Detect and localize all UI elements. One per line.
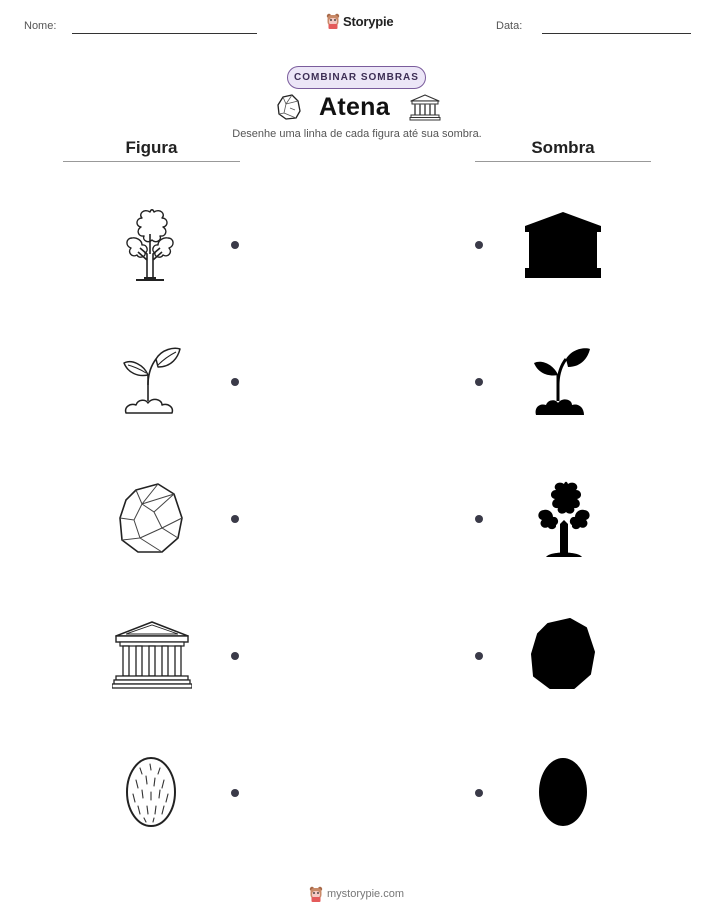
temple-icon	[112, 620, 192, 690]
right-dot-2[interactable]	[475, 378, 483, 386]
rock-shadow-icon	[530, 618, 596, 690]
left-heading-underline	[63, 161, 240, 162]
rock-title-icon	[276, 93, 302, 121]
temple-title-icon	[409, 93, 441, 121]
left-dot-2[interactable]	[231, 378, 239, 386]
brand-logo	[326, 13, 393, 29]
right-heading-underline	[475, 161, 651, 162]
tree-icon	[118, 204, 182, 284]
olive-icon	[124, 756, 178, 828]
olive-shadow-icon	[537, 756, 589, 828]
right-column-heading: Sombra	[531, 138, 595, 157]
right-dot-3[interactable]	[475, 515, 483, 523]
activity-badge: COMBINAR SOMBRAS	[287, 66, 426, 89]
footer-url[interactable]: mystorypie.com	[327, 888, 405, 900]
left-dot-3[interactable]	[231, 515, 239, 523]
brand-name: Storypie	[343, 13, 394, 29]
sprout-icon	[120, 345, 184, 419]
right-dot-5[interactable]	[475, 789, 483, 797]
temple-shadow-icon	[523, 210, 603, 280]
left-dot-4[interactable]	[231, 652, 239, 660]
left-dot-5[interactable]	[231, 789, 239, 797]
date-field[interactable]	[542, 33, 691, 34]
left-column-heading: Figura	[125, 138, 178, 157]
worksheet-title: Atena	[319, 93, 390, 121]
name-label: Nome:	[24, 20, 57, 32]
bear-icon	[326, 13, 340, 29]
right-dot-4[interactable]	[475, 652, 483, 660]
tree-shadow-icon	[532, 480, 596, 558]
footer-bear-icon	[309, 886, 323, 902]
date-label: Data:	[496, 20, 523, 32]
footer	[309, 886, 404, 902]
left-dot-1[interactable]	[231, 241, 239, 249]
instructions: Desenhe uma linha de cada figura até sua sombra.	[232, 128, 482, 140]
name-field[interactable]	[72, 33, 257, 34]
rock-icon	[118, 482, 186, 554]
right-dot-1[interactable]	[475, 241, 483, 249]
sprout-shadow-icon	[530, 345, 594, 419]
